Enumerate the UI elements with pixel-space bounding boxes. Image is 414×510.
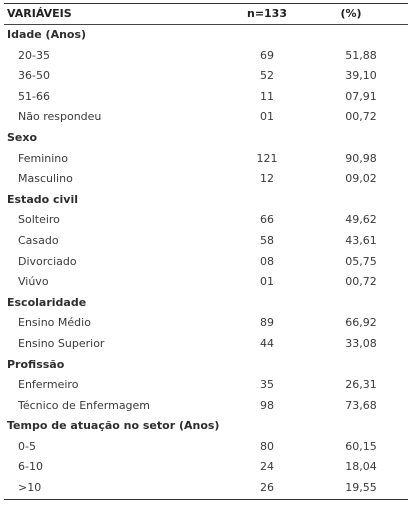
demographics-table	[4, 3, 408, 500]
row-percent: 18,04	[345, 460, 377, 474]
section-header-row	[4, 25, 408, 46]
row-count: 11	[260, 89, 274, 103]
row-label: >10	[18, 481, 42, 495]
row-count: 58	[260, 233, 274, 247]
table-header-row	[4, 4, 408, 24]
table-row	[4, 478, 408, 499]
row-label: 6-10	[18, 460, 43, 474]
table-row	[4, 334, 408, 355]
row-count: 24	[260, 460, 274, 474]
row-percent: 43,61	[345, 233, 377, 247]
row-label: Casado	[18, 233, 59, 247]
section-title: Estado civil	[7, 192, 79, 206]
row-percent: 66,92	[345, 316, 377, 330]
row-count: 69	[260, 48, 274, 62]
section-header-row	[4, 416, 408, 437]
table-row	[4, 375, 408, 396]
row-count: 01	[260, 110, 274, 124]
row-count: 52	[260, 69, 274, 83]
row-percent: 26,31	[345, 378, 377, 392]
section-title: Profissão	[7, 357, 65, 371]
row-percent: 09,02	[345, 172, 377, 186]
table-bottom-rule	[4, 499, 408, 500]
section-header-row	[4, 355, 408, 376]
section-title: Idade (Anos)	[7, 28, 87, 41]
row-percent: 73,68	[345, 398, 377, 412]
row-label: Ensino Superior	[18, 336, 105, 350]
table-row	[4, 107, 408, 128]
section-header-row	[4, 190, 408, 211]
table-row	[4, 66, 408, 87]
row-percent: 51,88	[345, 48, 377, 62]
row-count: 08	[260, 254, 274, 268]
table-row	[4, 252, 408, 273]
row-percent: 33,08	[345, 336, 377, 350]
table-row	[4, 457, 408, 478]
row-count: 12	[260, 172, 274, 186]
table-row	[4, 396, 408, 417]
row-label: Ensino Médio	[18, 316, 91, 330]
header-variables: VARIÁVEIS	[7, 7, 72, 20]
table-row	[4, 437, 408, 458]
table-row	[4, 46, 408, 67]
row-label: Feminino	[18, 151, 68, 165]
section-header-row	[4, 293, 408, 314]
table-row	[4, 149, 408, 170]
row-percent: 49,62	[345, 213, 377, 227]
row-percent: 07,91	[345, 89, 377, 103]
row-count: 35	[260, 378, 274, 392]
row-label: Viúvo	[18, 275, 49, 289]
row-label: Solteiro	[18, 213, 60, 227]
section-title: Tempo de atuação no setor (Anos)	[7, 419, 220, 433]
row-label: Técnico de Enfermagem	[18, 398, 151, 412]
table-row	[4, 169, 408, 190]
row-percent: 90,98	[345, 151, 377, 165]
row-percent: 39,10	[345, 69, 377, 83]
row-label: 0-5	[18, 439, 36, 453]
row-label: Não respondeu	[18, 110, 102, 124]
table-row	[4, 210, 408, 231]
row-percent: 19,55	[345, 481, 377, 495]
row-count: 66	[260, 213, 274, 227]
row-label: Enfermeiro	[18, 378, 79, 392]
table-row	[4, 313, 408, 334]
row-percent: 00,72	[345, 110, 377, 124]
section-title: Sexo	[7, 130, 38, 144]
row-count: 26	[260, 481, 274, 495]
table-row	[4, 272, 408, 293]
row-label: 51-66	[18, 89, 50, 103]
table-row	[4, 87, 408, 108]
row-percent: 00,72	[345, 275, 377, 289]
header-percent: (%)	[340, 7, 362, 20]
table-body	[4, 25, 408, 499]
row-count: 89	[260, 316, 274, 330]
row-count: 98	[260, 398, 274, 412]
header-n: n=133	[246, 7, 287, 20]
row-count: 121	[256, 151, 278, 165]
row-label: Masculino	[18, 172, 73, 186]
section-header-row	[4, 128, 408, 149]
row-label: Divorciado	[18, 254, 77, 268]
row-count: 01	[260, 275, 274, 289]
section-title: Escolaridade	[7, 295, 87, 309]
row-count: 80	[260, 439, 274, 453]
row-percent: 60,15	[345, 439, 377, 453]
table-row	[4, 231, 408, 252]
row-label: 20-35	[18, 48, 50, 62]
row-count: 44	[260, 336, 274, 350]
row-percent: 05,75	[345, 254, 377, 268]
row-label: 36-50	[18, 69, 50, 83]
